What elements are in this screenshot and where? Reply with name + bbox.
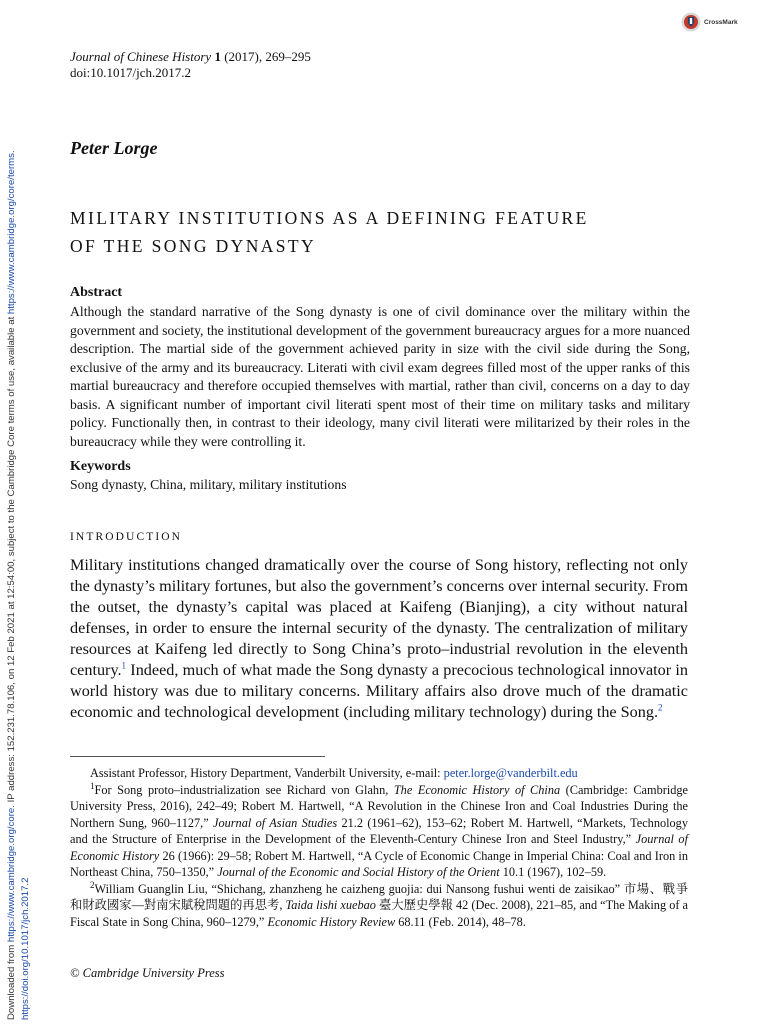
footnote-italic: Journal of Economic History <box>70 832 688 863</box>
footnote-italic: The Economic History of China <box>393 782 561 797</box>
banner-terms-link[interactable]: https://www.cambridge.org/core/terms <box>6 153 17 315</box>
crossmark-icon <box>681 12 701 32</box>
footnote-text: 26 (1966): 29–58; Robert M. Hartwell, “A Cycle of Economic Change in Imperial China: Coal and Iron in Northeast China, 750–1350,” <box>70 848 689 879</box>
footnote-divider <box>70 756 325 757</box>
footnote-2-number: 2 <box>90 879 95 890</box>
footnote-text: 68.11 (Feb. 2014), 48–78. <box>395 914 526 929</box>
keywords-heading: Keywords <box>70 459 131 474</box>
journal-volume: 1 <box>214 49 221 64</box>
footnote-text: For Song proto–industrialization see Richard von Glahn, <box>94 782 394 797</box>
journal-doi: doi:10.1017/jch.2017.2 <box>70 65 191 80</box>
abstract-heading: Abstract <box>70 285 123 300</box>
footnote-ref-1[interactable]: 1 <box>121 660 127 671</box>
affiliation-text: Assistant Professor, History Department, Vanderbilt University, e-mail: <box>90 766 444 780</box>
footnote-text: 10.1 (1967), 102–59. <box>499 865 607 879</box>
footnote-italic: Journal of the Economic and Social History of the Orient <box>217 865 500 879</box>
footnote-text: (Cambridge: Cambridge University Press, 2016), 242–49; Robert M. Hartwell, “A Revolution in the Chinese Iron and Coal Industries During the Northern Sung, 960–1127,” <box>70 782 688 830</box>
author-affiliation-note <box>70 765 688 782</box>
footnote-italic: Journal of Asian Studies <box>213 815 338 830</box>
journal-name: Journal of Chinese History <box>70 49 212 64</box>
section-heading-introduction: INTRODUCTION <box>70 531 183 543</box>
journal-citation <box>70 49 311 81</box>
introduction-paragraph <box>70 555 688 723</box>
crossmark-badge[interactable] <box>681 12 738 32</box>
keywords-list: Song dynasty, China, military, military institutions <box>70 477 347 492</box>
crossmark-label: CrossMark <box>704 18 738 26</box>
download-banner <box>6 80 31 1020</box>
banner-text: . <box>6 150 17 154</box>
footnote-italic: Taida lishi xuebao <box>285 898 376 912</box>
banner-text: Downloaded from <box>6 942 17 1020</box>
journal-year-pages: (2017), 269–295 <box>224 49 311 64</box>
intro-text-1: Military institutions changed dramatically over the course of Song history, reflecting not only the dynasty’s military fortunes, but also the government’s concerns over internal security. From the outset, the dynasty’s capital was placed at Kaifeng (Bianjing), a city without natural defenses, in order to ensure the internal security of the dynasty. The centralization of military resources at Kaifeng led directly to Song China’s proto–industrial revolution in the eleventh century. <box>70 556 688 679</box>
intro-text-2: Indeed, much of what made the Song dynasty a precocious technological innovator in world history was due to military concerns. Military affairs also drove much of the dramatic economic and technological development (including military technology) during the Song. <box>70 661 688 721</box>
footnote-1-number: 1 <box>90 780 95 791</box>
author-name: Peter Lorge <box>70 138 158 158</box>
footnote-ref-2[interactable]: 2 <box>658 702 663 713</box>
footnote-text: William Guanglin Liu, “Shichang, zhanzheng he caizheng guojia: dui Nansong fushui wenti de zaisikao” 市場、戰爭和財政國家—對南宋賦稅問題的再思考, <box>70 881 688 912</box>
footnote-text: 臺大歷史學報 42 (Dec. 2008), 221–85, and “The Making of a Fiscal State in Song China, 960–1279,” <box>70 898 688 929</box>
banner-doi-link[interactable]: https://doi.org/10.1017/jch.2017.2 <box>20 877 31 1020</box>
title-line-2: OF THE SONG DYNASTY <box>70 236 317 256</box>
author-email-link[interactable]: peter.lorge@vanderbilt.edu <box>443 766 578 780</box>
banner-core-link[interactable]: https://www.cambridge.org/core <box>6 807 17 943</box>
footnote-1 <box>70 782 688 881</box>
footnote-text: 21.2 (1961–62), 153–62; Robert M. Hartwell, “Markets, Technology and the Structure of Enterprise in the Development of the Eleventh-Century Chinese Iron and Steel Industry,” <box>70 815 688 846</box>
footnote-italic: Economic History Review <box>267 914 396 929</box>
article-title <box>70 204 700 260</box>
copyright-notice: © Cambridge University Press <box>70 966 225 980</box>
footnote-2 <box>70 881 688 931</box>
title-line-1: MILITARY INSTITUTIONS AS A DEFINING FEATURE <box>70 208 589 228</box>
abstract-body: Although the standard narrative of the Song dynasty is one of civil dominance over the military within the government and society, the institutional development of the government bureaucracy argues for a more nuanced description. The martial side of the government achieved parity in size with the civil side during the Song, exclusive of the army and its bureaucracy. Literati with civil exam degrees filled most of the upper ranks of this martial bureaucracy and therefore occupied themselves with martial, rather than civil, concerns on a day to day basis. A significant number of important civil literati spent most of their time on military tasks and military policy. Functionally then, in contrast to their ideology, many civil literati were militarized by their roles in the bureaucracy while they were controlling it. <box>70 304 690 449</box>
banner-text: . IP address: 152.231.78.106, on 12 Feb 2021 at 12:54:00, subject to the Cambridge Core terms of use, available at <box>6 314 17 808</box>
footnotes <box>70 765 688 930</box>
